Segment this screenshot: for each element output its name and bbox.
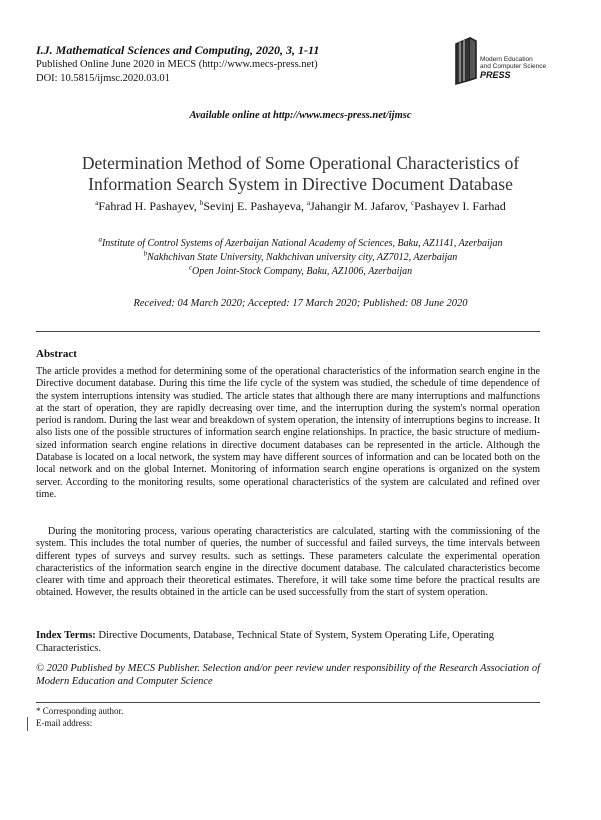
margin-change-bar: [27, 717, 28, 731]
abstract-paragraph-1: The article provides a method for determining some of the operational characteristics of the information search engine in the Directive document database. During this time the life cycle of the system was studied, the schedule of time dependence of the system interruptions intensity was studied. The article states that although there are many interruptions and malfunctions at the start of operation, they are rapidly decreasing over time, and the interruption during the system's normal operation period is random. During the last wear and breakdown of system operation, the intensity of interruptions begins to increase. It also lists one of the possible structures of information search engine relationships. In practice, the basic structure of medium-sized information search engine relations in directive document databases can be represented in the article. Although the Database is located on a local network, the system may have different sources of information and can be located both on the local network and on the global Internet. Monitoring of information search engine operations is organized on the system server. According to the monitoring results, some operational characteristics of the system are calculated and refined over time.: [36, 366, 540, 500]
affiliation-sup-b: b: [143, 249, 148, 258]
affiliation-text-c: Open Joint-Stock Company, Baku, AZ1006, Azerbaijan: [191, 266, 413, 277]
author-list: [0, 199, 601, 214]
logo-line-3: PRESS: [480, 70, 511, 80]
received-dates: Received: 04 March 2020; Accepted: 17 March 2020; Published: 08 June 2020: [133, 298, 468, 309]
index-terms-text: Directive Documents, Database, Technical State of System, System Operating Life, Operating Characteristics.: [36, 630, 495, 654]
journal-name: I.J. Mathematical Sciences and Computing, 2020, 3, 1-11: [36, 43, 320, 57]
author-sup-1: a: [95, 199, 99, 207]
author-2: Sevinj E. Pashayeva,: [203, 199, 308, 213]
divider-top: [36, 331, 540, 332]
index-terms-label: Index Terms:: [36, 630, 96, 641]
copyright-notice: © 2020 Published by MECS Publisher. Selection and/or peer review under responsibility of the Research Association of Modern Education and Computer Science: [36, 663, 540, 687]
author-3: Jahangir M. Jafarov,: [310, 199, 411, 213]
published-online: Published Online June 2020 in MECS (http://www.mecs-press.net): [36, 59, 318, 70]
corresponding-author: * Corresponding author.: [36, 706, 124, 716]
logo-line-1: Modern Education: [480, 56, 533, 63]
affiliation-c: [0, 263, 601, 277]
author-4: Pashayev I. Farhad: [414, 199, 506, 213]
paper-title: [20, 153, 581, 195]
abstract-heading: Abstract: [36, 348, 77, 360]
author-sup-4: c: [411, 199, 415, 207]
affiliation-b: [0, 249, 601, 263]
divider-bottom: [36, 702, 540, 703]
title-line-2: Information Search System in Directive Document Database: [88, 174, 513, 194]
abstract-paragraph-2: During the monitoring process, various operating characteristics are calculated, starting with the commissioning of the system. This includes the total number of queries, the number of successful and failed surveys, the time intervals between different types of surveys and survey results. such as settings. These parameters calculate the experimental operation characteristics of the information search engine in the directive document database. The calculated characteristics become clearer with time and approach their theoretical estimates. Therefore, it will take some time before the practical results are obtained. However, the results obtained in the article can be used successfully from the start of system operation.: [36, 526, 540, 599]
email-address: E-mail address:: [36, 718, 93, 728]
available-online: Available online at http://www.mecs-press.net/ijmsc: [189, 110, 412, 121]
index-terms: [36, 629, 540, 655]
mecs-press-logo: [452, 30, 562, 88]
author-1: Fahrad H. Pashayev,: [98, 199, 200, 213]
affiliation-sup-c: c: [188, 263, 192, 272]
affiliation-text-b: Nakhchivan State University, Nakhchivan university city, AZ7012, Azerbaijan: [147, 252, 458, 263]
affiliation-sup-a: a: [98, 235, 102, 244]
doi: DOI: 10.5815/ijmsc.2020.03.01: [36, 73, 170, 84]
book-icon: [452, 30, 562, 88]
author-sup-2: b: [199, 199, 204, 207]
affiliation-text-a: Institute of Control Systems of Azerbaijan National Academy of Sciences, Baku, AZ1141, Azerbaijan: [101, 238, 503, 249]
affiliation-a: [0, 235, 601, 249]
title-line-1: Determination Method of Some Operational Characteristics of: [81, 153, 520, 173]
logo-line-2: and Computer Science: [480, 63, 547, 70]
author-sup-3: a: [307, 199, 311, 207]
